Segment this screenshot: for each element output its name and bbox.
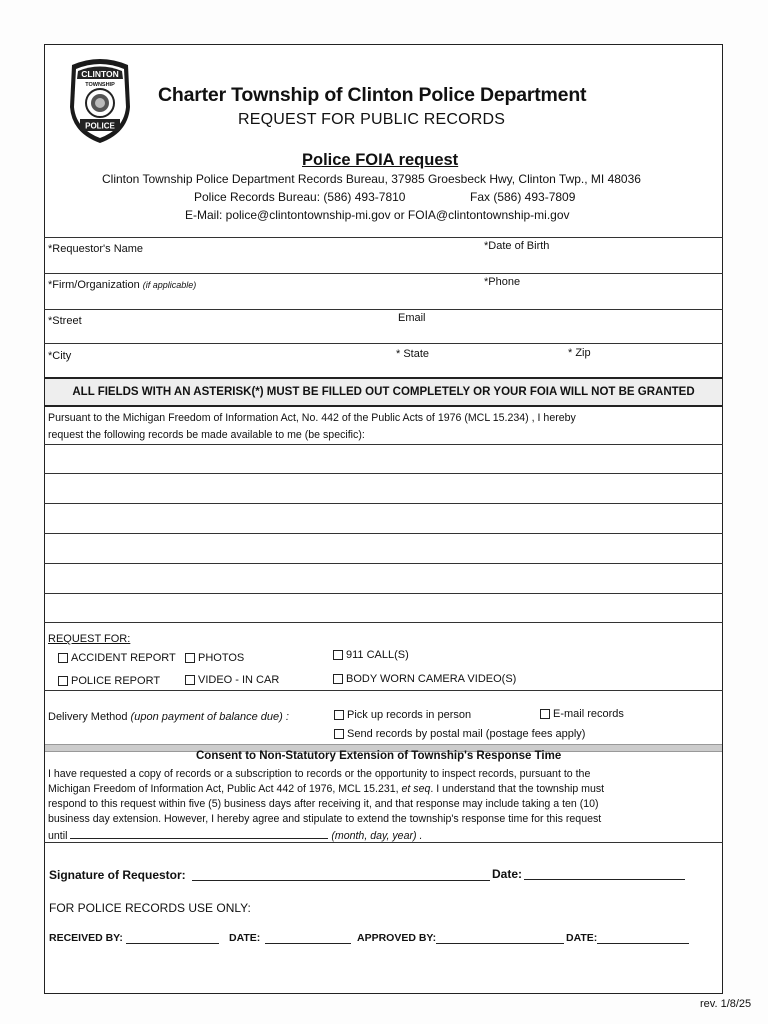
until-label: until (48, 830, 68, 842)
checkbox-photos[interactable] (185, 652, 244, 664)
consent-line2c: . I understand that the township must (430, 783, 605, 795)
checkbox-email-records[interactable] (540, 708, 624, 720)
approved-by-line[interactable] (436, 943, 564, 944)
request-intro-line2: request the following records be made available to me (be specific): (48, 429, 365, 441)
phone-text: Police Records Bureau: (586) 493-7810 (194, 190, 406, 204)
request-line[interactable] (44, 503, 723, 504)
request-line[interactable] (44, 533, 723, 534)
checkbox-icon (58, 676, 68, 686)
checkbox-icon (185, 653, 195, 663)
consent-line1: I have requested a copy of records or a subscription to records or the opportunity to inspect records, pursuant to the (48, 768, 591, 780)
received-by-line[interactable] (126, 943, 219, 944)
divider (44, 842, 723, 843)
page-subtitle: REQUEST FOR PUBLIC RECORDS (238, 111, 506, 128)
divider (44, 690, 723, 691)
checkbox-postal-mail[interactable] (334, 728, 585, 740)
checkbox-label: VIDEO - IN CAR (198, 674, 280, 686)
badge-sub-text: TOWNSHIP (85, 82, 115, 88)
divider (44, 343, 723, 344)
signature-line[interactable] (192, 880, 490, 881)
request-line[interactable] (44, 473, 723, 474)
page-title: Charter Township of Clinton Police Department (158, 84, 587, 106)
date3-label: DATE: (566, 932, 598, 944)
checkbox-icon (333, 674, 343, 684)
checkbox-label: BODY WORN CAMERA VIDEO(S) (346, 673, 517, 685)
consent-title: Consent to Non-Statutory Extension of Township's Response Time (196, 750, 562, 762)
date2-line[interactable] (265, 943, 351, 944)
checkbox-label: PHOTOS (198, 652, 245, 664)
date-label: Date: (492, 867, 523, 881)
asterisk-notice: ALL FIELDS WITH AN ASTERISK(*) MUST BE FILLED OUT COMPLETELY OR YOUR FOIA WILL NOT BE GRANTED (45, 377, 722, 407)
request-line[interactable] (44, 593, 723, 594)
email-text: E-Mail: police@clintontownship-mi.gov or FOIA@clintontownship-mi.gov (185, 208, 570, 222)
consent-line4: business day extension. However, I hereby agree and stipulate to extend the township's response time for this request (48, 813, 602, 825)
email-field[interactable]: Email (398, 312, 426, 324)
received-by-label: RECEIVED BY: (49, 932, 123, 944)
checkbox-icon (185, 675, 195, 685)
checkbox-label: 911 CALL(S) (346, 649, 409, 661)
revision-text: rev. 1/8/25 (700, 998, 752, 1010)
checkbox-label: Send records by postal mail (postage fees apply) (347, 728, 586, 740)
consent-line2 (48, 782, 708, 797)
fax-text: Fax (586) 493-7809 (470, 190, 576, 204)
firm-field[interactable] (48, 279, 196, 291)
checkbox-icon (540, 709, 550, 719)
request-line[interactable] (44, 444, 723, 445)
delivery-label: Delivery Method (48, 711, 128, 723)
requestor-name-field[interactable]: *Requestor's Name (48, 243, 144, 255)
signature-date-line[interactable] (524, 879, 685, 880)
consent-line3: respond to this request within five (5) business days after receiving it, and that response may include taking a ten (10) (48, 798, 599, 810)
checkbox-icon (58, 653, 68, 663)
checkbox-icon (333, 650, 343, 660)
divider (44, 309, 723, 310)
police-only-heading: FOR POLICE RECORDS USE ONLY: (49, 901, 251, 915)
police-badge-icon (66, 55, 134, 145)
form-title: Police FOIA request (302, 151, 459, 169)
street-field[interactable]: *Street (48, 315, 82, 327)
checkbox-911-calls[interactable] (333, 649, 409, 661)
checkbox-video-in-car[interactable] (185, 674, 279, 686)
checkbox-police-report[interactable] (58, 675, 160, 687)
checkbox-pickup[interactable] (334, 709, 471, 721)
checkbox-label: E-mail records (553, 708, 624, 720)
consent-line2a: Michigan Freedom of Information Act, Public Act 442 of 1976, MCL 15.231, (48, 783, 399, 795)
badge-top-text: CLINTON (81, 69, 119, 79)
until-note: (month, day, year) . (331, 830, 423, 842)
firm-note: (if applicable) (142, 280, 197, 290)
delivery-method-label (48, 711, 289, 723)
firm-label: *Firm/Organization (48, 279, 140, 291)
approved-by-label: APPROVED BY: (357, 932, 437, 944)
checkbox-icon (334, 729, 344, 739)
request-line[interactable] (44, 622, 723, 623)
checkbox-label: Pick up records in person (347, 709, 472, 721)
form-border (44, 44, 723, 994)
state-field[interactable]: * State (396, 348, 430, 360)
date2-label: DATE: (229, 932, 261, 944)
zip-field[interactable]: * Zip (568, 347, 591, 359)
checkbox-body-worn-camera[interactable] (333, 673, 516, 685)
checkbox-accident-report[interactable] (58, 652, 176, 664)
address-text: Clinton Township Police Department Records Bureau, 37985 Groesbeck Hwy, Clinton Twp., MI 48036 (102, 172, 641, 186)
date3-line[interactable] (597, 943, 689, 944)
request-for-heading: REQUEST FOR: (48, 633, 131, 645)
divider (44, 237, 723, 238)
phone-field[interactable]: *Phone (484, 276, 521, 288)
checkbox-label: POLICE REPORT (71, 675, 161, 687)
request-line[interactable] (44, 563, 723, 564)
divider (44, 273, 723, 274)
consent-line2b: et seq (401, 783, 431, 795)
checkbox-label: ACCIDENT REPORT (71, 652, 176, 664)
dob-field[interactable]: *Date of Birth (484, 240, 550, 252)
until-date-line[interactable] (70, 827, 328, 839)
delivery-note: (upon payment of balance due) : (130, 711, 289, 723)
badge-bottom-text: POLICE (85, 121, 115, 131)
request-intro-line1: Pursuant to the Michigan Freedom of Information Act, No. 442 of the Public Acts of 1976 (MCL 15.234) , I hereby (48, 412, 576, 424)
signature-label: Signature of Requestor: (49, 868, 186, 882)
checkbox-icon (334, 710, 344, 720)
city-field[interactable]: *City (48, 350, 72, 362)
